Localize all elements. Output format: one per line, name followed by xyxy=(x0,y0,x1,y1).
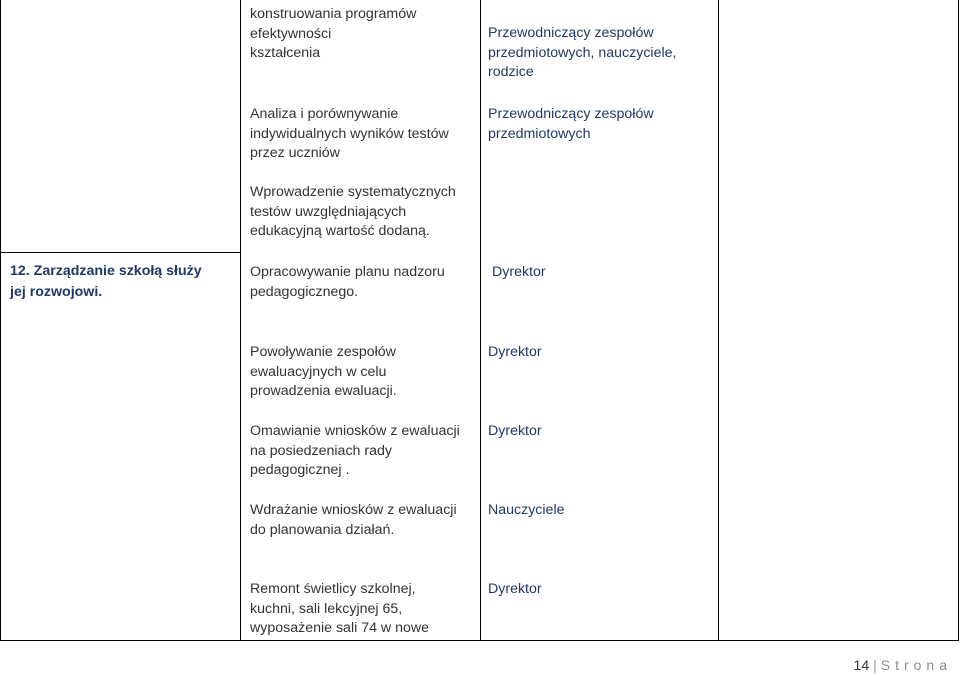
responsible-director: Dyrektor xyxy=(492,264,546,280)
responsible-chairs: Przewodniczący zespołów przedmiotowych xyxy=(488,106,654,142)
table-border-col1 xyxy=(240,0,241,641)
activity-programs: konstruowania programów efektywności kształcenia xyxy=(250,6,417,61)
table-border-left xyxy=(0,0,1,641)
activity-systematic-tests: Wprowadzenie systematycznych testów uwzględniających edukacyjną wartość dodaną. xyxy=(250,184,456,239)
activity-test-analysis: Analiza i porównywanie indywidualnych wyników testów przez uczniów xyxy=(250,106,449,161)
topic-12-school-management: 12. Zarządzanie szkołą służy jej rozwojowi. xyxy=(10,263,202,300)
activity-discuss-conclusions: Omawianie wniosków z ewaluacji na posiedzeniach rady pedagogicznej . xyxy=(250,423,460,478)
responsible-teachers: Nauczyciele xyxy=(488,502,565,518)
table-border-col2 xyxy=(480,0,481,641)
page-number: 14 xyxy=(853,657,870,673)
table-border-col3 xyxy=(718,0,719,641)
table-border-bottom xyxy=(0,640,959,641)
row-divider-12 xyxy=(0,252,240,253)
table-border-right xyxy=(958,0,959,641)
activity-renovation: Remont świetlicy szkolnej, kuchni, sali lekcyjnej 65, wyposażenie sali 74 w nowe xyxy=(250,581,430,636)
responsible-director: Dyrektor xyxy=(488,581,542,597)
activity-evaluation-teams: Powoływanie zespołów ewaluacyjnych w celu prowadzenia ewaluacji. xyxy=(250,344,397,399)
activity-supervision-plan: Opracowywanie planu nadzoru pedagogicznego. xyxy=(250,264,445,300)
page-word: Strona xyxy=(880,657,952,673)
activity-implement-conclusions: Wdrażanie wniosków z ewaluacji do planowania działań. xyxy=(250,502,457,538)
responsible-director: Dyrektor xyxy=(488,423,542,439)
responsible-director: Dyrektor xyxy=(488,344,542,360)
footer-separator: | xyxy=(873,657,877,673)
page-footer xyxy=(854,655,952,675)
responsible-chairs-teachers-parents: Przewodniczący zespołów przedmiotowych, nauczyciele, rodzice xyxy=(488,25,677,80)
